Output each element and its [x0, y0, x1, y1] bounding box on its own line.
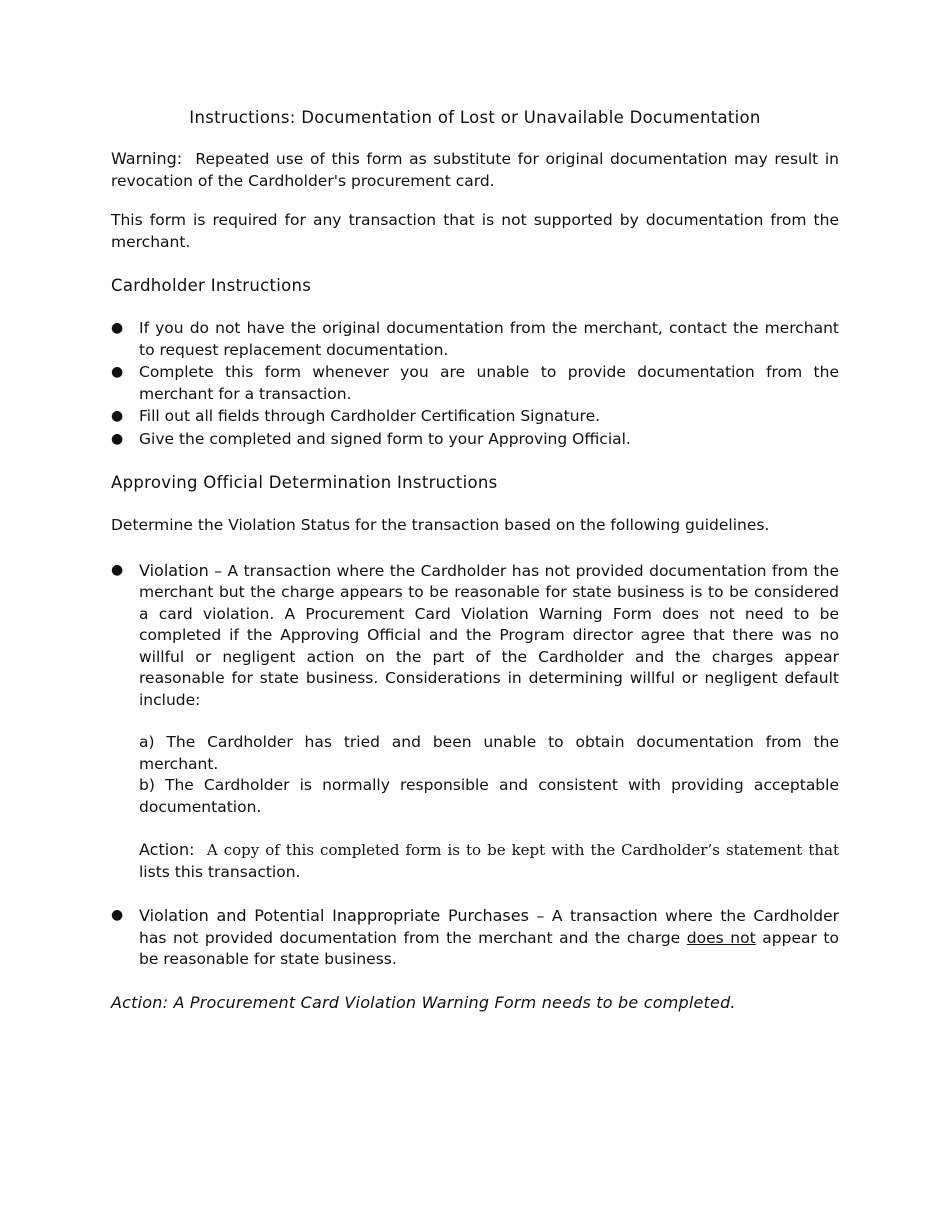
violation-status-list	[111, 560, 839, 971]
action-text: A copy of this completed form is to be kept with the Cardholder’s statement that	[206, 841, 839, 859]
consideration-b: b) The Cardholder is normally responsible and consistent with providing acceptable documentation.	[139, 776, 839, 816]
document-title: Instructions: Documentation of Lost or Unavailable Documentation	[189, 108, 761, 127]
cardholder-instructions-heading: Cardholder Instructions	[111, 276, 312, 295]
violation-inappropriate-text-before: A transaction where the Cardholder has not provided documentation from the merchant and the charge	[139, 907, 839, 947]
action-text-2: lists this transaction.	[139, 862, 301, 881]
underlined-does-not: does not	[686, 928, 756, 947]
violation-text: A transaction where the Cardholder has not provided documentation from the merchant but the charge appears to be reasonable for state business is to be considered a card violation. A Procurement Card Violation Warning Form does not need to be completed if the Approving Official and the Program director agree that there was no willful or negligent action on the part of the Cardholder and the charges appear reasonable for state business. Considerations in determining willful or negligent default include:	[139, 561, 839, 709]
bullet-icon: ●	[111, 907, 124, 923]
warning-text: Repeated use of this form as substitute for original documentation may result in revocation of the Cardholder's procurement card.	[111, 150, 839, 190]
warning-paragraph	[111, 148, 839, 192]
bullet-icon: ●	[111, 561, 124, 578]
violation-inappropriate-label: Violation and Potential Inappropriate Purchases	[139, 906, 529, 925]
warning-label: Warning:	[111, 149, 183, 168]
list-item: ● If you do not have the original documentation from the merchant, contact the merchant to request replacement documentation.	[111, 319, 839, 359]
approving-intro: Determine the Violation Status for the transaction based on the following guidelines.	[111, 516, 770, 534]
violation-action	[139, 839, 839, 883]
violation-inappropriate-text-after: appear to be reasonable for state business.	[139, 928, 839, 968]
approving-official-heading: Approving Official Determination Instructions	[111, 473, 498, 492]
bullet-icon: ●	[111, 430, 124, 447]
cardholder-instructions-list	[111, 318, 839, 450]
list-item: ● Give the completed and signed form to your Approving Official.	[111, 429, 839, 451]
violation-inappropriate-dash: –	[528, 907, 552, 925]
action-label: Action:	[139, 840, 195, 859]
violation-inappropriate-item	[111, 905, 839, 971]
violation-label: Violation	[139, 560, 209, 580]
consideration-a: a) The Cardholder has tried and been unable to obtain documentation from the merchant.	[139, 733, 839, 773]
list-item: ● Complete this form whenever you are unable to provide documentation from the merchant for a transaction.	[111, 363, 839, 403]
final-action: Action: A Procurement Card Violation Warning Form needs to be completed.	[111, 992, 736, 1012]
required-paragraph: This form is required for any transaction that is not supported by documentation from the merchant.	[111, 211, 839, 251]
bullet-icon: ●	[111, 408, 124, 424]
bullet-icon: ●	[111, 364, 124, 380]
violation-dash: –	[208, 561, 228, 580]
bullet-icon: ●	[111, 320, 124, 336]
list-item: ● Fill out all fields through Cardholder Certification Signature.	[111, 406, 839, 428]
violation-item	[111, 560, 839, 884]
